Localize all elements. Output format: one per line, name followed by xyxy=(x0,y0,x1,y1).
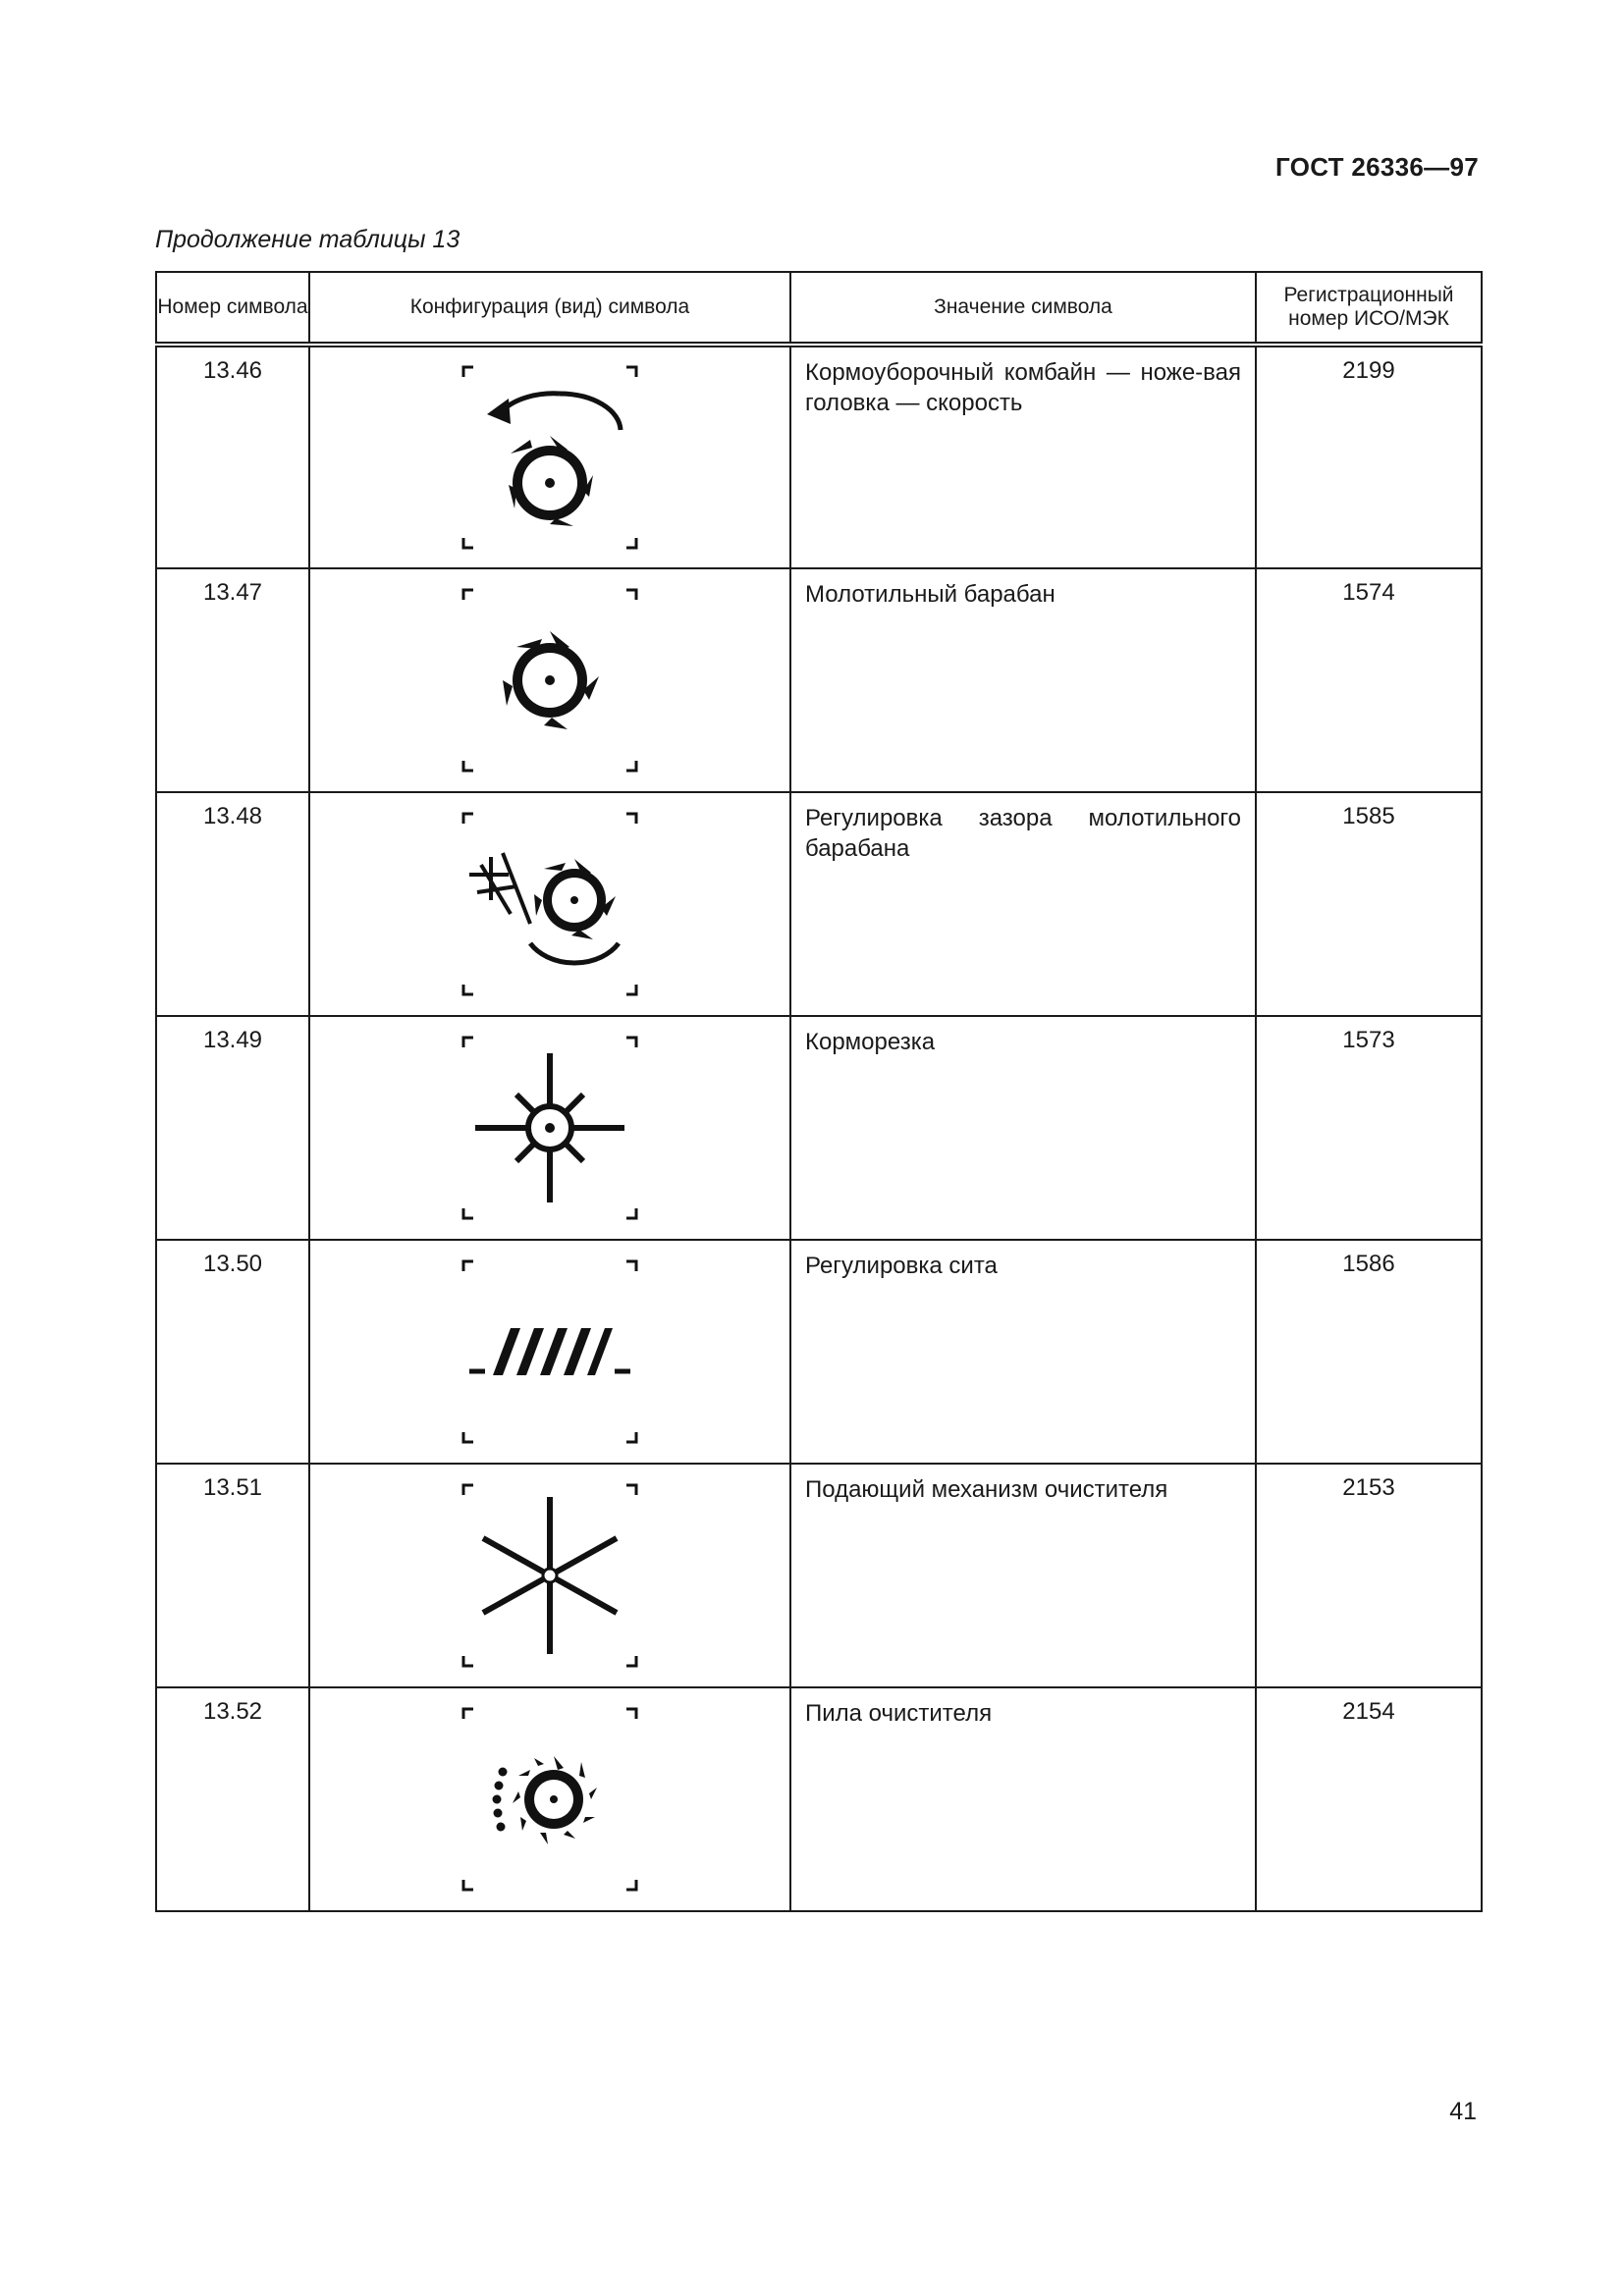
column-header-symbol: Конфигурация (вид) символа xyxy=(309,272,790,345)
symbol-meaning: Регулировка сита xyxy=(790,1240,1256,1464)
table-row xyxy=(156,345,1482,568)
symbol-number: 13.52 xyxy=(156,1687,309,1911)
registration-number: 2153 xyxy=(1256,1464,1482,1687)
cleaner-saw-icon xyxy=(452,1701,648,1897)
registration-number: 1586 xyxy=(1256,1240,1482,1464)
symbol-cell xyxy=(309,1464,790,1687)
symbol-meaning: Кормоуборочный комбайн — ноже-вая головка — скорость xyxy=(790,345,1256,568)
table-row xyxy=(156,568,1482,792)
symbol-cell xyxy=(309,1016,790,1240)
symbols-table xyxy=(155,271,1483,1912)
document-number: ГОСТ 26336—97 xyxy=(1275,152,1479,182)
table-header-row xyxy=(156,272,1482,345)
registration-number: 1574 xyxy=(1256,568,1482,792)
symbol-meaning: Подающий механизм очистителя xyxy=(790,1464,1256,1687)
symbol-number: 13.50 xyxy=(156,1240,309,1464)
table-row xyxy=(156,792,1482,1016)
threshing-drum-icon xyxy=(452,582,648,778)
symbol-cell xyxy=(309,792,790,1016)
page-number: 41 xyxy=(1449,2098,1477,2125)
column-header-meaning: Значение символа xyxy=(790,272,1256,345)
symbol-meaning: Молотильный барабан xyxy=(790,568,1256,792)
symbol-cell xyxy=(309,1687,790,1911)
sieve-adjustment-icon xyxy=(452,1254,648,1450)
symbol-number: 13.49 xyxy=(156,1016,309,1240)
symbol-cell xyxy=(309,345,790,568)
symbol-meaning: Пила очистителя xyxy=(790,1687,1256,1911)
symbol-number: 13.51 xyxy=(156,1464,309,1687)
table-row xyxy=(156,1016,1482,1240)
registration-number: 2154 xyxy=(1256,1687,1482,1911)
forage-harvester-cutterhead-speed-icon xyxy=(452,359,648,556)
table-row xyxy=(156,1464,1482,1687)
table-row xyxy=(156,1687,1482,1911)
symbol-meaning: Регулировка зазора молотильного барабана xyxy=(790,792,1256,1016)
symbol-cell xyxy=(309,1240,790,1464)
symbol-cell xyxy=(309,568,790,792)
registration-number: 1585 xyxy=(1256,792,1482,1016)
registration-number: 1573 xyxy=(1256,1016,1482,1240)
threshing-drum-clearance-icon xyxy=(452,806,648,1002)
forage-cutter-icon xyxy=(452,1030,648,1226)
column-header-reg-number: Регистрационный номер ИСО/МЭК xyxy=(1256,272,1482,345)
registration-number: 2199 xyxy=(1256,345,1482,568)
symbol-number: 13.46 xyxy=(156,345,309,568)
cleaner-feed-mechanism-icon xyxy=(452,1477,648,1674)
table-row xyxy=(156,1240,1482,1464)
symbol-meaning: Корморезка xyxy=(790,1016,1256,1240)
symbol-number: 13.47 xyxy=(156,568,309,792)
table-caption: Продолжение таблицы 13 xyxy=(155,226,460,253)
symbol-number: 13.48 xyxy=(156,792,309,1016)
column-header-number: Номер символа xyxy=(156,272,309,345)
